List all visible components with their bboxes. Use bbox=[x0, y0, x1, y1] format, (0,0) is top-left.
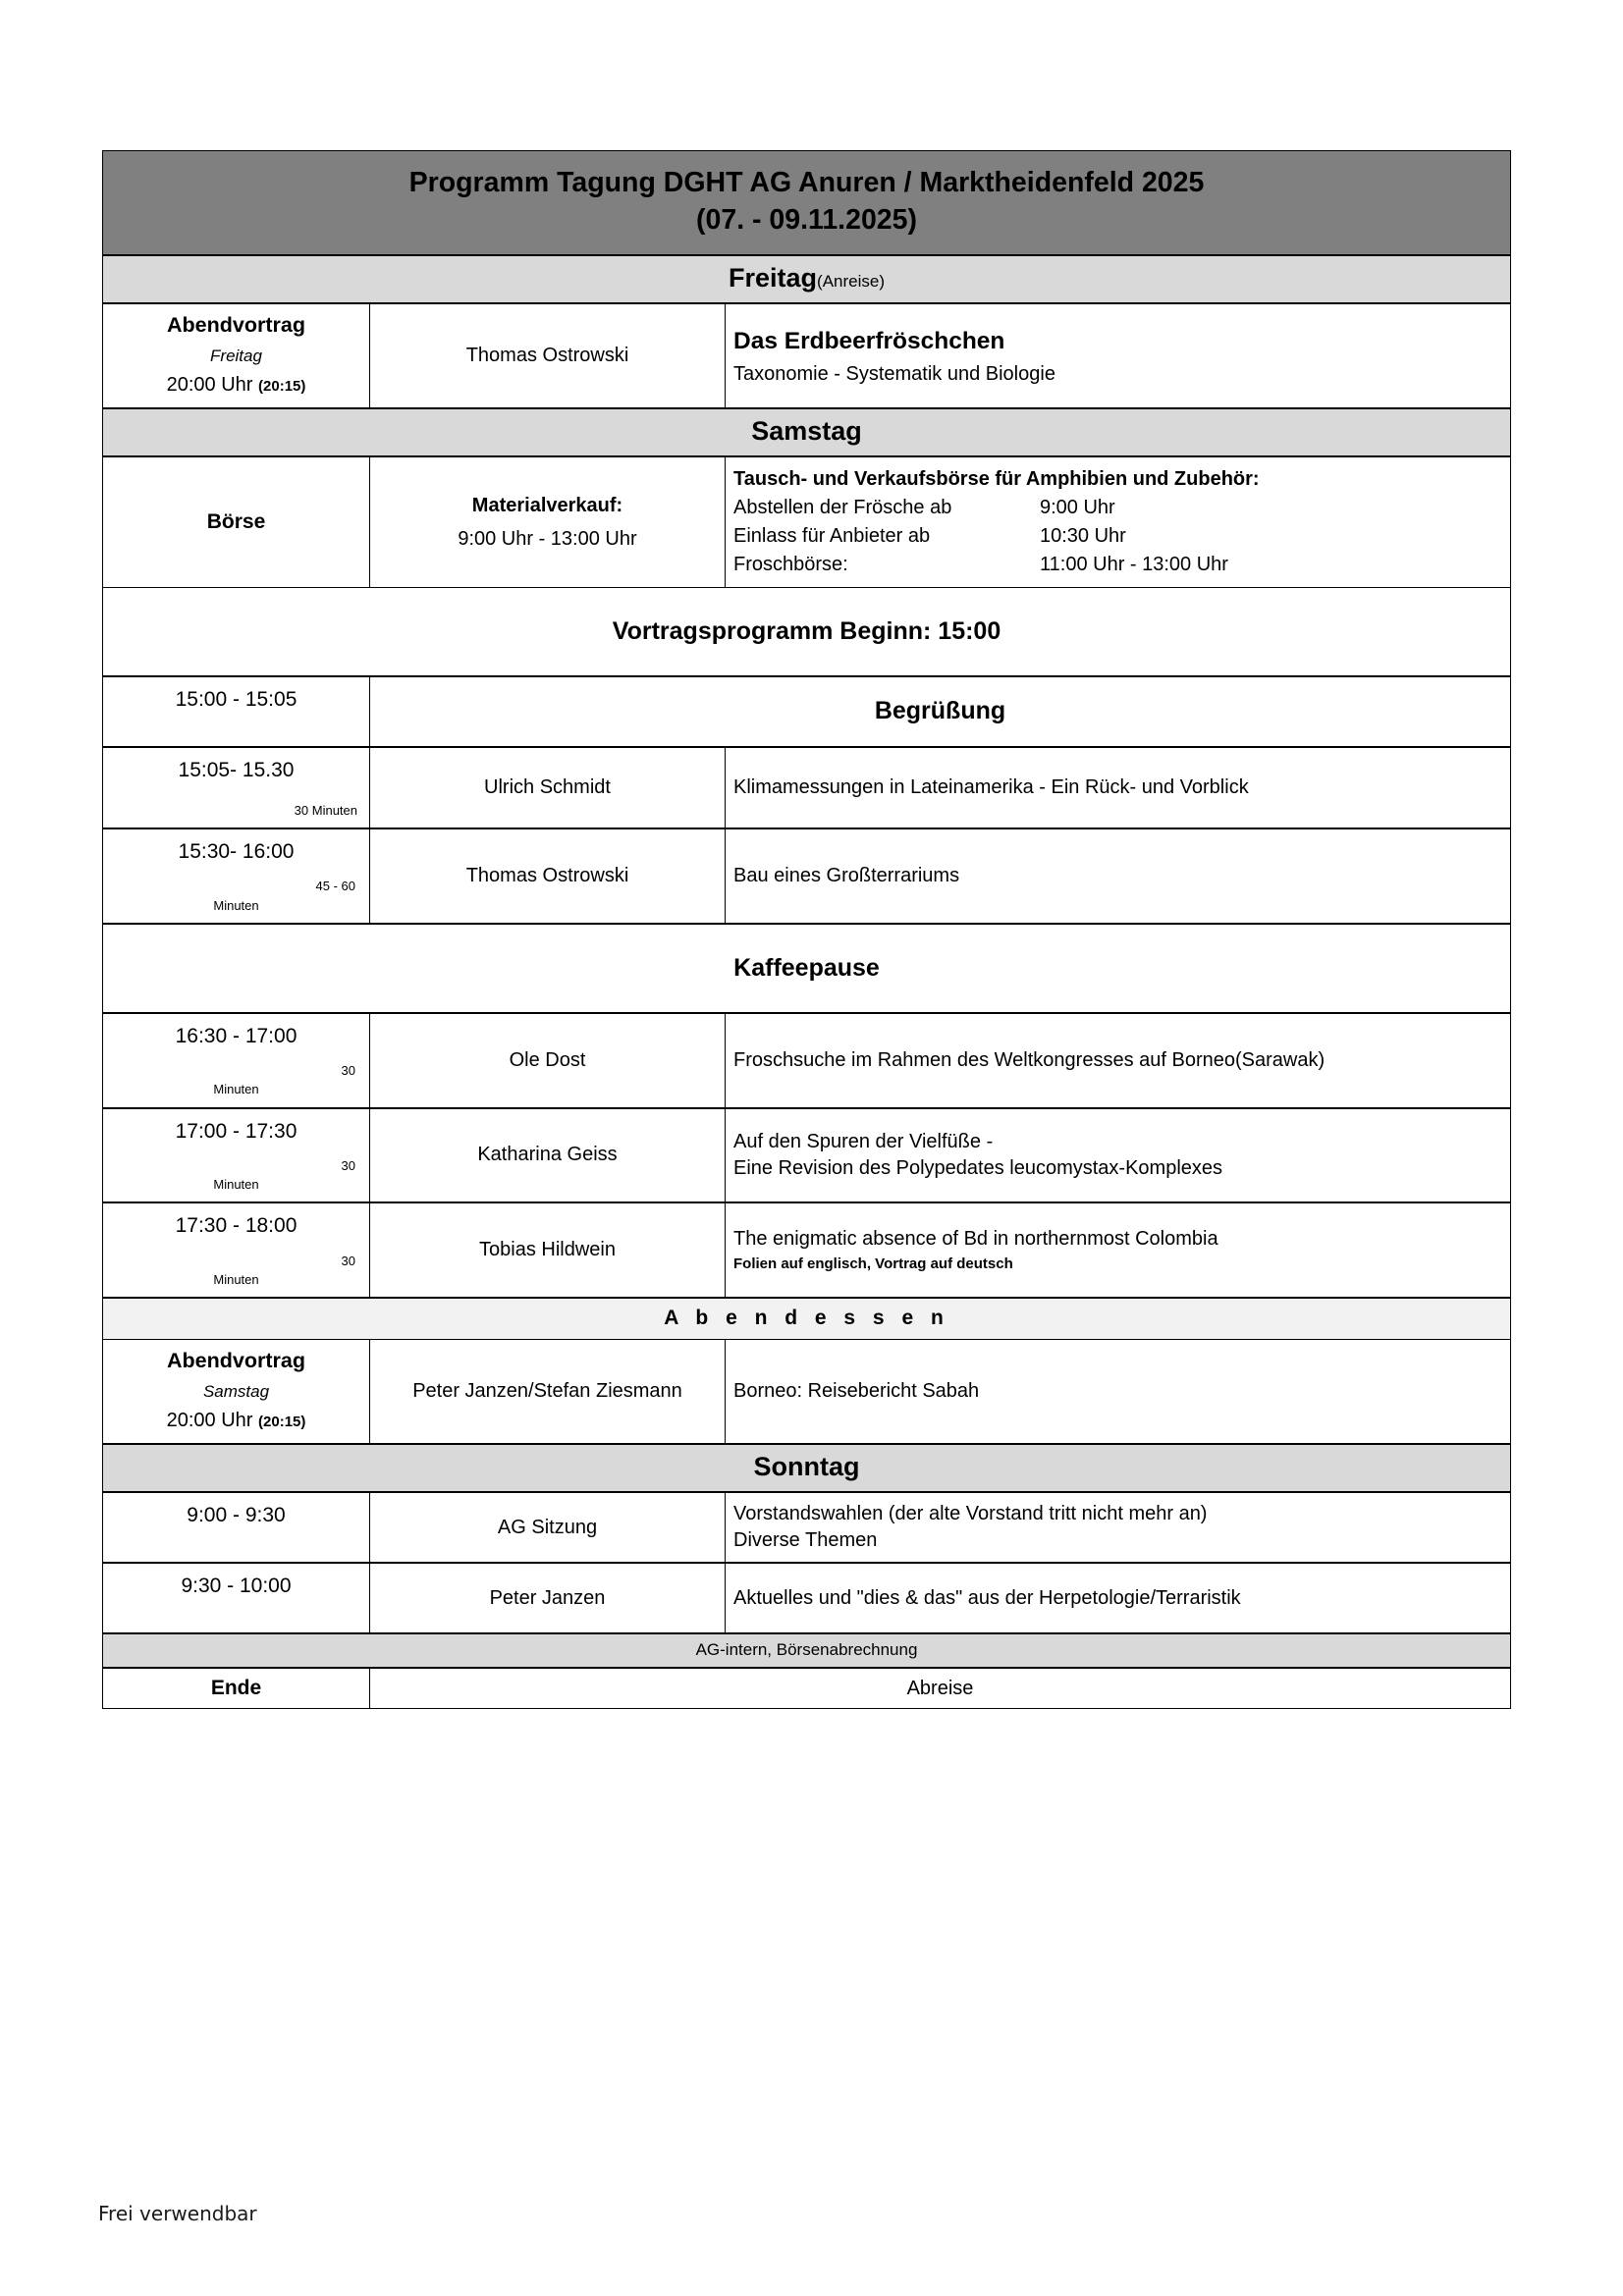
talk-topic: The enigmatic absence of Bd in northernmost Colombia bbox=[733, 1228, 1218, 1251]
day-header-sunday bbox=[103, 1444, 1511, 1492]
talk-speaker: Katharina Geiss bbox=[477, 1144, 618, 1166]
saturday-evening-topic: Borneo: Reisebericht Sabah bbox=[733, 1380, 980, 1403]
table-row-friday-evening-lecture bbox=[103, 303, 1511, 408]
boerse-material-cell bbox=[370, 456, 726, 587]
talk-topic: Klimamessungen in Lateinamerika - Ein Rück- und Vorblick bbox=[733, 775, 1249, 798]
talk-topic-cell bbox=[726, 1202, 1511, 1298]
talk-topic: Auf den Spuren der Vielfüße - bbox=[733, 1130, 994, 1152]
talk-speaker: Ulrich Schmidt bbox=[484, 775, 611, 798]
ag-internal-cell bbox=[103, 1633, 1511, 1668]
table-row-saturday-header bbox=[103, 408, 1511, 456]
sunday-topic: Vorstandswahlen (der alte Vorstand tritt nicht mehr an) bbox=[733, 1503, 1208, 1525]
dinner-label: A b e n d e s s e n bbox=[664, 1307, 949, 1330]
boerse-label-cell bbox=[103, 456, 370, 587]
title-line-1: Programm Tagung DGHT AG Anuren / Marktheidenfeld 2025 bbox=[408, 167, 1205, 198]
sunday-speaker: Peter Janzen bbox=[489, 1586, 606, 1609]
saturday-evening-kind: Abendvortrag bbox=[167, 1349, 305, 1373]
friday-evening-day: Freitag bbox=[210, 347, 262, 366]
talk-time-cell bbox=[103, 1202, 370, 1298]
table-row-sunday-header bbox=[103, 1444, 1511, 1492]
table-row-program-start bbox=[103, 587, 1511, 676]
page-footer: Frei verwendbar bbox=[98, 2202, 257, 2225]
friday-evening-time-cell bbox=[103, 303, 370, 408]
greeting-time-cell bbox=[103, 676, 370, 747]
table-row-saturday-evening-lecture bbox=[103, 1340, 1511, 1445]
talk-topic-cell bbox=[726, 828, 1511, 924]
talk-time-cell bbox=[103, 747, 370, 828]
friday-evening-speaker: Thomas Ostrowski bbox=[465, 345, 629, 367]
talk-speaker-cell bbox=[370, 828, 726, 924]
sunday-topic-line-2: Diverse Themen bbox=[733, 1529, 878, 1552]
boerse-line-time: 10:30 Uhr bbox=[1040, 524, 1126, 547]
end-label: Ende bbox=[210, 1677, 262, 1700]
talk-time: 15:30- 16:00 bbox=[178, 840, 295, 864]
boerse-material-time: 9:00 Uhr - 13:00 Uhr bbox=[458, 527, 637, 550]
talk-duration-number: 30 bbox=[341, 1062, 355, 1078]
table-row-talk bbox=[103, 828, 1511, 924]
sunday-time: 9:00 - 9:30 bbox=[187, 1504, 286, 1527]
talk-duration-unit: Minuten bbox=[213, 1082, 259, 1097]
program-start-cell bbox=[103, 587, 1511, 676]
greeting-label-cell bbox=[370, 676, 1511, 747]
table-row-end bbox=[103, 1668, 1511, 1709]
friday-evening-time-note: (20:15) bbox=[258, 378, 306, 396]
coffee-break-label: Kaffeepause bbox=[733, 953, 880, 982]
table-row-ag-internal bbox=[103, 1633, 1511, 1668]
talk-topic-cell bbox=[726, 1108, 1511, 1203]
talk-topic-note: Folien auf englisch, Vortrag auf deutsch bbox=[733, 1255, 1013, 1272]
document-title bbox=[103, 151, 1510, 254]
coffee-break-cell bbox=[103, 924, 1511, 1013]
table-row-title bbox=[103, 151, 1511, 256]
day-label-friday: Freitag bbox=[729, 263, 818, 294]
talk-time: 17:30 - 18:00 bbox=[175, 1214, 298, 1238]
ag-internal-label: AG-intern, Börsenabrechnung bbox=[695, 1640, 918, 1660]
boerse-details-cell bbox=[726, 456, 1511, 587]
talk-speaker: Ole Dost bbox=[509, 1048, 586, 1071]
sunday-speaker: AG Sitzung bbox=[497, 1516, 598, 1538]
friday-evening-topic-cell bbox=[726, 303, 1511, 408]
boerse-heading: Tausch- und Verkaufsbörse für Amphibien und Zubehör: bbox=[733, 468, 1260, 491]
saturday-evening-day: Samstag bbox=[202, 1382, 270, 1402]
dinner-cell bbox=[103, 1298, 1511, 1340]
talk-speaker-cell bbox=[370, 1013, 726, 1108]
friday-evening-topic-subtitle: Taxonomie - Systematik und Biologie bbox=[733, 362, 1055, 385]
boerse-line bbox=[733, 522, 1502, 551]
day-label-sunday: Sonntag bbox=[753, 1452, 860, 1482]
talk-speaker: Tobias Hildwein bbox=[479, 1239, 616, 1261]
day-label-saturday: Samstag bbox=[751, 416, 862, 447]
talk-duration: 30 Minuten bbox=[294, 802, 357, 818]
friday-evening-topic-title: Das Erdbeerfröschchen bbox=[733, 327, 1005, 354]
talk-time: 15:05- 15.30 bbox=[178, 758, 295, 781]
friday-evening-kind: Abendvortrag bbox=[167, 313, 305, 338]
talk-time-cell bbox=[103, 1013, 370, 1108]
table-row-sunday-item bbox=[103, 1492, 1511, 1563]
table-row-talk bbox=[103, 1202, 1511, 1298]
sunday-speaker-cell bbox=[370, 1492, 726, 1563]
sunday-speaker-cell bbox=[370, 1563, 726, 1633]
sunday-time-cell bbox=[103, 1492, 370, 1563]
end-value-cell bbox=[370, 1668, 1511, 1709]
saturday-evening-topic-cell bbox=[726, 1340, 1511, 1445]
sunday-topic-cell bbox=[726, 1492, 1511, 1563]
boerse-label: Börse bbox=[206, 509, 266, 533]
table-row-talk bbox=[103, 1108, 1511, 1203]
talk-topic-cell bbox=[726, 1013, 1511, 1108]
boerse-line-text: Einlass für Anbieter ab bbox=[733, 524, 931, 547]
boerse-line-text: Froschbörse: bbox=[733, 553, 848, 575]
saturday-evening-time-cell bbox=[103, 1340, 370, 1445]
talk-time-cell bbox=[103, 1108, 370, 1203]
talk-duration-unit: Minuten bbox=[213, 897, 259, 913]
talk-duration-number: 30 bbox=[341, 1157, 355, 1173]
boerse-line-text: Abstellen der Frösche ab bbox=[733, 497, 952, 519]
sunday-topic-cell bbox=[726, 1563, 1511, 1633]
talk-topic-line-2: Eine Revision des Polypedates leucomystax-Komplexes bbox=[733, 1156, 1223, 1179]
talk-duration-number: 30 bbox=[341, 1253, 355, 1268]
friday-evening-time: 20:00 Uhr (20:15) bbox=[166, 374, 306, 397]
day-sublabel-friday: (Anreise) bbox=[817, 272, 885, 292]
talk-duration-unit: Minuten bbox=[213, 1271, 259, 1287]
title-line-2: (07. - 09.11.2025) bbox=[696, 203, 917, 236]
table-row-boerse bbox=[103, 456, 1511, 587]
greeting-time: 15:00 - 15:05 bbox=[175, 687, 298, 711]
talk-duration-unit: Minuten bbox=[213, 1177, 259, 1193]
table-row-talk bbox=[103, 1013, 1511, 1108]
talk-time: 17:00 - 17:30 bbox=[175, 1119, 298, 1143]
talk-speaker-cell bbox=[370, 1202, 726, 1298]
saturday-evening-time: 20:00 Uhr (20:15) bbox=[166, 1410, 306, 1432]
talk-topic-cell bbox=[726, 747, 1511, 828]
saturday-evening-speaker-cell bbox=[370, 1340, 726, 1445]
table-row-greeting bbox=[103, 676, 1511, 747]
sunday-time: 9:30 - 10:00 bbox=[181, 1575, 292, 1598]
boerse-line-time: 9:00 Uhr bbox=[1040, 497, 1115, 519]
end-value: Abreise bbox=[906, 1677, 974, 1699]
greeting-label: Begrüßung bbox=[874, 697, 1006, 725]
friday-evening-speaker-cell bbox=[370, 303, 726, 408]
saturday-evening-time-note: (20:15) bbox=[258, 1414, 306, 1431]
sunday-time-cell bbox=[103, 1563, 370, 1633]
boerse-line bbox=[733, 551, 1502, 579]
day-header-friday bbox=[103, 255, 1511, 303]
day-header-saturday bbox=[103, 408, 1511, 456]
table-row-sunday-item bbox=[103, 1563, 1511, 1633]
program-start-label: Vortragsprogramm Beginn: 15:00 bbox=[612, 616, 1001, 645]
boerse-line bbox=[733, 494, 1502, 522]
sunday-topic: Aktuelles und "dies & das" aus der Herpetologie/Terraristik bbox=[733, 1586, 1241, 1609]
talk-time: 16:30 - 17:00 bbox=[175, 1024, 298, 1047]
boerse-material-heading: Materialverkauf: bbox=[471, 494, 623, 516]
boerse-line-time: 11:00 Uhr - 13:00 Uhr bbox=[1040, 553, 1228, 575]
table-row-dinner bbox=[103, 1298, 1511, 1340]
talk-speaker-cell bbox=[370, 747, 726, 828]
talk-topic: Froschsuche im Rahmen des Weltkongresses auf Borneo(Sarawak) bbox=[733, 1048, 1325, 1071]
talk-duration-number: 45 - 60 bbox=[315, 879, 355, 894]
saturday-evening-speaker: Peter Janzen/Stefan Ziesmann bbox=[412, 1380, 682, 1403]
talk-speaker-cell bbox=[370, 1108, 726, 1203]
table-row-talk bbox=[103, 747, 1511, 828]
table-row-friday-header bbox=[103, 255, 1511, 303]
program-schedule-table bbox=[102, 150, 1511, 1709]
document-title-cell bbox=[103, 151, 1511, 256]
end-label-cell bbox=[103, 1668, 370, 1709]
talk-time-cell bbox=[103, 828, 370, 924]
talk-speaker: Thomas Ostrowski bbox=[465, 864, 629, 886]
talk-topic: Bau eines Großterrariums bbox=[733, 864, 960, 886]
table-row-coffee-break bbox=[103, 924, 1511, 1013]
